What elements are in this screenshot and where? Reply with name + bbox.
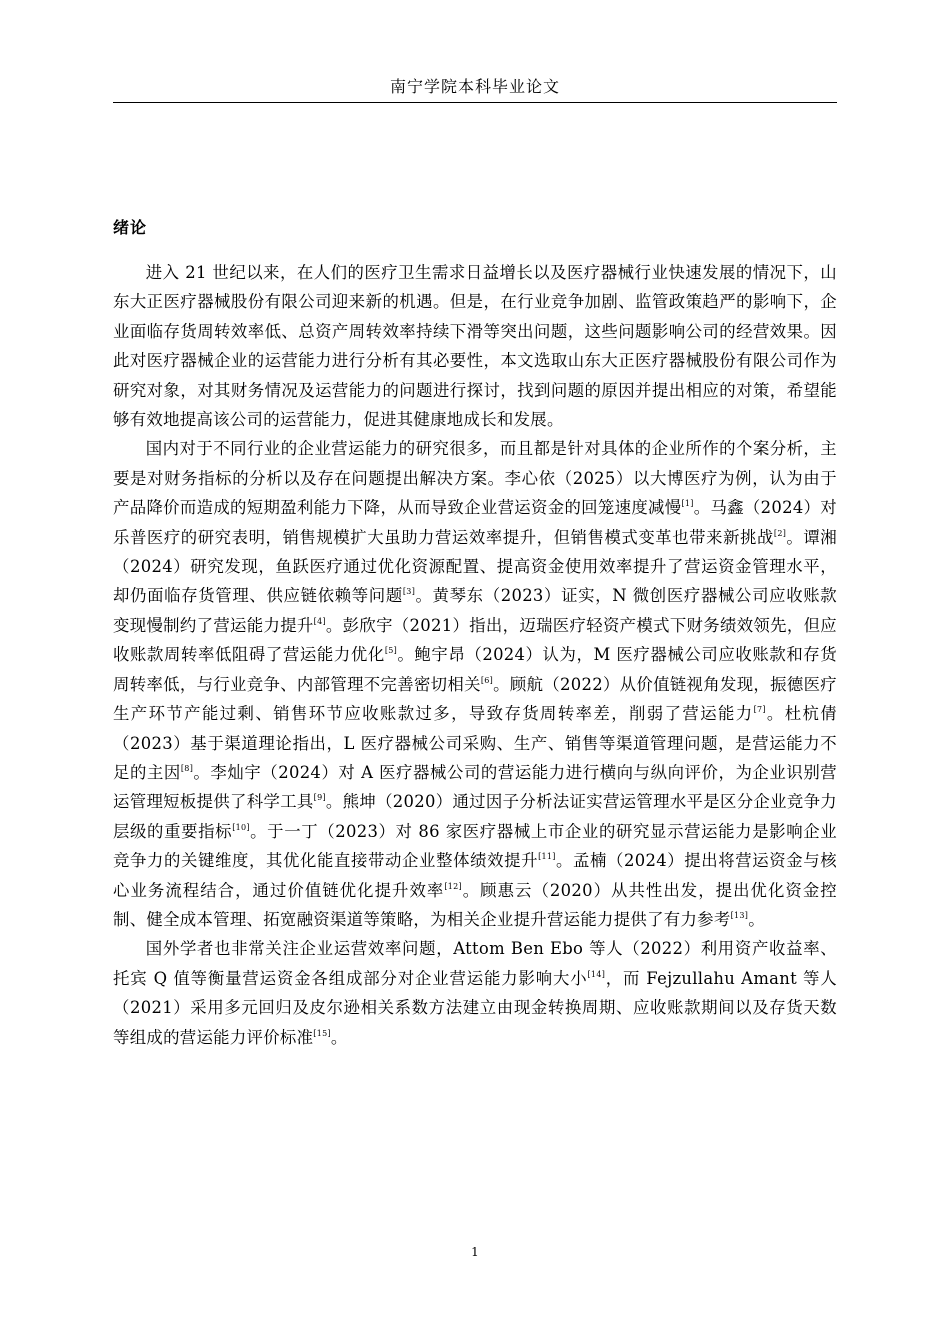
paragraph xyxy=(113,258,837,434)
paragraph-text: 。谭湘（2024）研究发现，鱼跃医疗通过优化资源配置、提高资金使用效率提升了营运资金管理水平，却仍面临存货管理、供应链依赖等问题 xyxy=(113,527,837,606)
citation-reference: [2] xyxy=(773,528,787,538)
paragraph-text: 。鲍宇昂（2024）认为，M 医疗器械公司应收账款和存货周转率低，与行业竞争、内部管理不完善密切相关 xyxy=(113,645,837,694)
paragraph-text: 。 xyxy=(748,909,765,929)
citation-reference: [6] xyxy=(480,675,494,685)
paragraph-text: 。李灿宇（2024）对 A 医疗器械公司的营运能力进行横向与纵向评价，为企业识别营运管理短板提供了科学工具 xyxy=(113,762,837,812)
paragraph-text: 。顾航（2022）从价值链视角发现，振德医疗生产环节产能过剩、销售环节应收账款过多，导致存货周转率差，削弱了营运能力 xyxy=(113,674,838,724)
paragraph-text: 。 xyxy=(330,1027,348,1047)
citation-reference: [14] xyxy=(587,969,606,979)
paragraph-text: 。彭欣宇（2021）指出，迈瑞医疗轻资产模式下财务绩效领先，但应收账款周转率低阻碍了营运能力优化 xyxy=(113,615,838,665)
paragraph-text: 。杜杭倩（2023）基于渠道理论指出，L 医疗器械公司采购、生产、销售等渠道管理问题，是营运能力不足的主因 xyxy=(113,704,837,782)
paragraph-text: 进入 21 世纪以来，在人们的医疗卫生需求日益增长以及医疗器械行业快速发展的情况下，山东大正医疗器械股份有限公司迎来新的机遇。但是，在行业竞争加剧、监管政策趋严的影响下，企业面临存货周转效率低、总资产周转效率持续下滑等突出问题，这些问题影响公司的经营效果。因此对医疗器械企业的运营能力进行分析有其必要性，本文选取山东大正医疗器械股份有限公司作为研究对象，对其财务情况及运营能力的问题进行探讨，找到问题的原因并提出相应的对策，希望能够有效地提高该公司的运营能力，促进其健康地成长和发展。 xyxy=(113,263,837,430)
citation-reference: [12] xyxy=(444,881,462,891)
citation-reference: [8] xyxy=(180,763,194,773)
paragraph-text: 。于一丁（2023）对 86 家医疗器械上市企业的研究显示营运能力是影响企业竞争力的关键维度，其优化能直接带动企业整体绩效提升 xyxy=(113,821,837,871)
paragraph-text: 。孟楠（2024）提出将营运资金与核心业务流程结合，通过价值链优化提升效率 xyxy=(113,851,837,900)
page-header-title: 南宁学院本科毕业论文 xyxy=(389,77,560,96)
citation-reference: [1] xyxy=(681,499,694,509)
citation-reference: [7] xyxy=(753,705,766,715)
page-number: 1 xyxy=(471,1245,479,1259)
citation-reference: [11] xyxy=(538,852,556,862)
paragraph xyxy=(113,434,837,934)
header-divider xyxy=(113,102,837,103)
section-title: 绪论 xyxy=(113,218,148,237)
paragraph-text: 。马鑫（2024）对乐普医疗的研究表明，销售规模扩大虽助力营运效率提升，但销售模式变革也带来新挑战 xyxy=(113,498,837,547)
paragraph-text: 。黄琴东（2023）证实，N 微创医疗器械公司应收账款变现慢制约了营运能力提升 xyxy=(113,586,837,635)
body-text xyxy=(113,258,837,1052)
citation-reference: [4] xyxy=(313,616,326,626)
paragraph-text: 。顾惠云（2020）从共性出发，提出优化资金控制、健全成本管理、拓宽融资渠道等策略，为相关企业提升营运能力提供了有力参考 xyxy=(113,880,837,929)
citation-reference: [13] xyxy=(730,910,749,920)
citation-reference: [3] xyxy=(402,587,416,597)
paragraph-text: 。熊坤（2020）通过因子分析法证实营运管理水平是区分企业竞争力层级的重要指标 xyxy=(113,792,838,841)
citation-reference: [15] xyxy=(313,1028,331,1038)
citation-reference: [5] xyxy=(384,646,398,656)
paragraph xyxy=(113,934,837,1052)
paragraph-text: ，而 Fejzullahu Amant 等人（2021）采用多元回归及皮尔逊相关系数方法建立由现金转换周期、应收账款期间以及存货天数等组成的营运能力评价标准 xyxy=(113,968,837,1047)
paragraph-text: 国外学者也非常关注企业运营效率问题，Attom Ben Ebo 等人（2022）利用资产收益率、托宾 Q 值等衡量营运资金各组成部分对企业营运能力影响大小 xyxy=(113,939,837,988)
citation-reference: [9] xyxy=(313,793,326,803)
paragraph-text: 国内对于不同行业的企业营运能力的研究很多，而且都是针对具体的企业所作的个案分析，主要是对财务指标的分析以及存在问题提出解决方案。李心依（2025）以大博医疗为例，认为由于产品降价而造成的短期盈利能力下降，从而导致企业营运资金的回笼速度减慢 xyxy=(113,439,837,518)
citation-reference: [10] xyxy=(232,822,250,832)
